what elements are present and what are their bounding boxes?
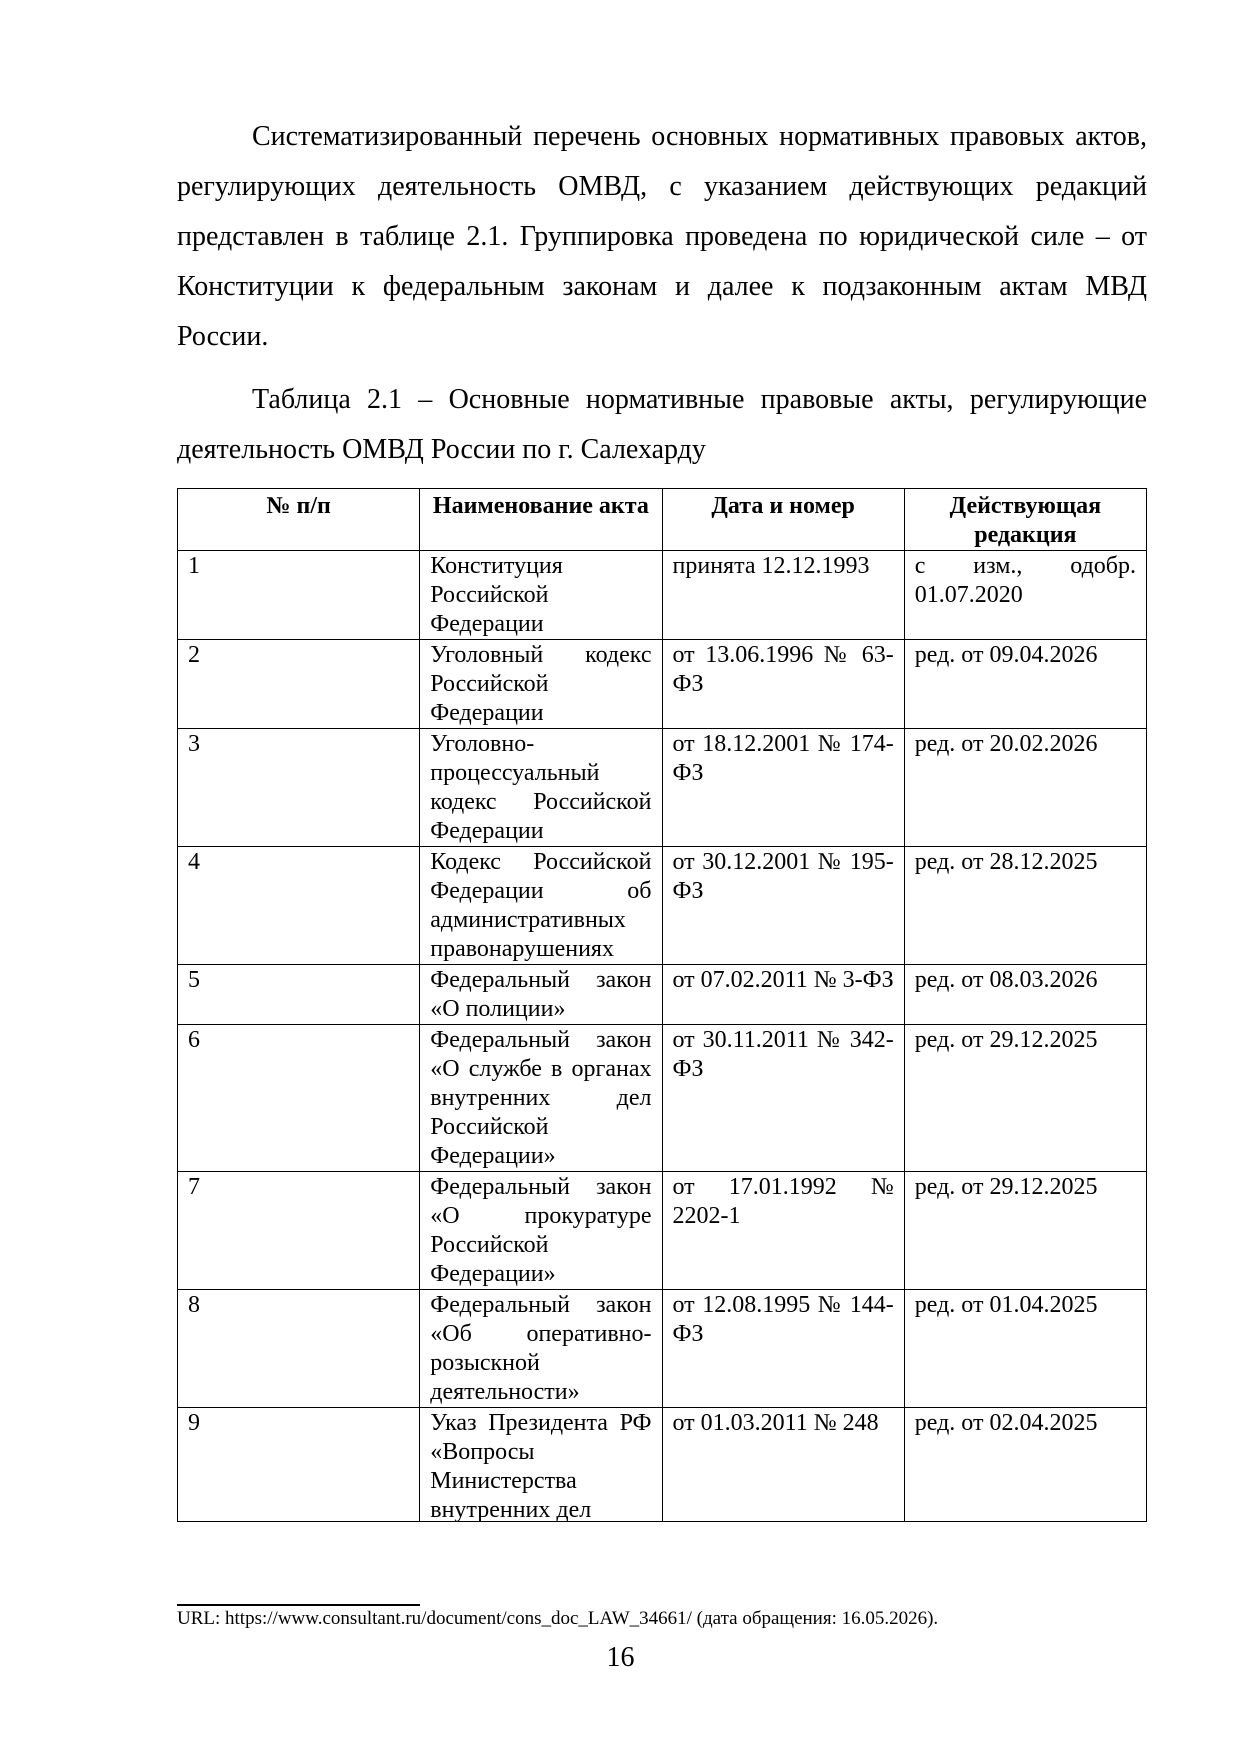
page-number: 16: [606, 1642, 635, 1673]
table-row: [178, 640, 1147, 729]
table-row: [178, 965, 1147, 1025]
row-number: 5: [178, 965, 420, 1025]
act-name: Кодекс Российской Федерации об административных правонарушениях: [420, 847, 662, 965]
act-date: от 13.06.1996 № 63-ФЗ: [662, 640, 904, 729]
intro-paragraph: Систематизированный перечень основных нормативных правовых актов, регулирующих деятельность ОМВД, с указанием действующих редакций представлен в таблице 2.1. Группировка проведена по юридической силе – от Конституции к федеральным законам и далее к подзаконным актам МВД России.: [177, 121, 1147, 352]
act-date: от 12.08.1995 № 144-ФЗ: [662, 1290, 904, 1408]
row-number: 1: [178, 551, 420, 640]
act-edition: с изм., одобр. 01.07.2020: [904, 551, 1146, 640]
act-name: Федеральный закон «О прокуратуре Российской Федерации»: [420, 1172, 662, 1290]
row-number: 9: [178, 1408, 420, 1522]
act-edition: ред. от 29.12.2025: [904, 1025, 1146, 1172]
act-name: Конституция Российской Федерации: [420, 551, 662, 640]
row-number: 6: [178, 1025, 420, 1172]
act-edition: ред. от 08.03.2026: [904, 965, 1146, 1025]
act-edition: ред. от 20.02.2026: [904, 729, 1146, 847]
row-number: 7: [178, 1172, 420, 1290]
legal-acts-table: [177, 488, 1147, 1522]
table-row: [178, 1290, 1147, 1408]
act-date: от 07.02.2011 № 3-ФЗ: [662, 965, 904, 1025]
act-edition: ред. от 28.12.2025: [904, 847, 1146, 965]
act-name: Федеральный закон «О службе в органах внутренних дел Российской Федерации»: [420, 1025, 662, 1172]
table-header-row: [178, 489, 1147, 551]
act-date: принята 12.12.1993: [662, 551, 904, 640]
act-edition: ред. от 01.04.2025: [904, 1290, 1146, 1408]
row-number: 8: [178, 1290, 420, 1408]
act-date: от 30.12.2001 № 195-ФЗ: [662, 847, 904, 965]
header-number: № п/п: [178, 489, 420, 551]
row-number: 3: [178, 729, 420, 847]
table-row: [178, 1025, 1147, 1172]
header-act-name: Наименование акта: [420, 489, 662, 551]
act-name: Уголовный кодекс Российской Федерации: [420, 640, 662, 729]
header-edition: Действующая редакция: [904, 489, 1146, 551]
act-name: Федеральный закон «Об оперативно-розыскной деятельности»: [420, 1290, 662, 1408]
act-date: от 17.01.1992 № 2202-1: [662, 1172, 904, 1290]
table-row: [178, 551, 1147, 640]
act-date: от 01.03.2011 № 248: [662, 1408, 904, 1522]
act-date: от 18.12.2001 № 174-ФЗ: [662, 729, 904, 847]
table-row: [178, 1408, 1147, 1522]
table-row: [178, 847, 1147, 965]
footnote: URL: https://www.consultant.ru/document/cons_doc_LAW_34661/ (дата обращения: 16.05.2026).: [177, 1608, 939, 1629]
row-number: 4: [178, 847, 420, 965]
table-row: [178, 1172, 1147, 1290]
act-name: Указ Президента РФ «Вопросы Министерства внутренних дел: [430, 1410, 652, 1521]
act-name: Федеральный закон «О полиции»: [420, 965, 662, 1025]
row-number: 2: [178, 640, 420, 729]
act-edition: ред. от 09.04.2026: [904, 640, 1146, 729]
header-date-number: Дата и номер: [662, 489, 904, 551]
act-date: от 30.11.2011 № 342-ФЗ: [662, 1025, 904, 1172]
table-row: [178, 729, 1147, 847]
act-name: Уголовно-процессуальный кодекс Российской Федерации: [420, 729, 662, 847]
act-name-cell: [420, 1408, 662, 1522]
act-edition: ред. от 29.12.2025: [904, 1172, 1146, 1290]
act-edition: ред. от 02.04.2025: [904, 1408, 1146, 1522]
table-caption: Таблица 2.1 – Основные нормативные правовые акты, регулирующие деятельность ОМВД России по г. Салехарду: [177, 384, 1147, 465]
